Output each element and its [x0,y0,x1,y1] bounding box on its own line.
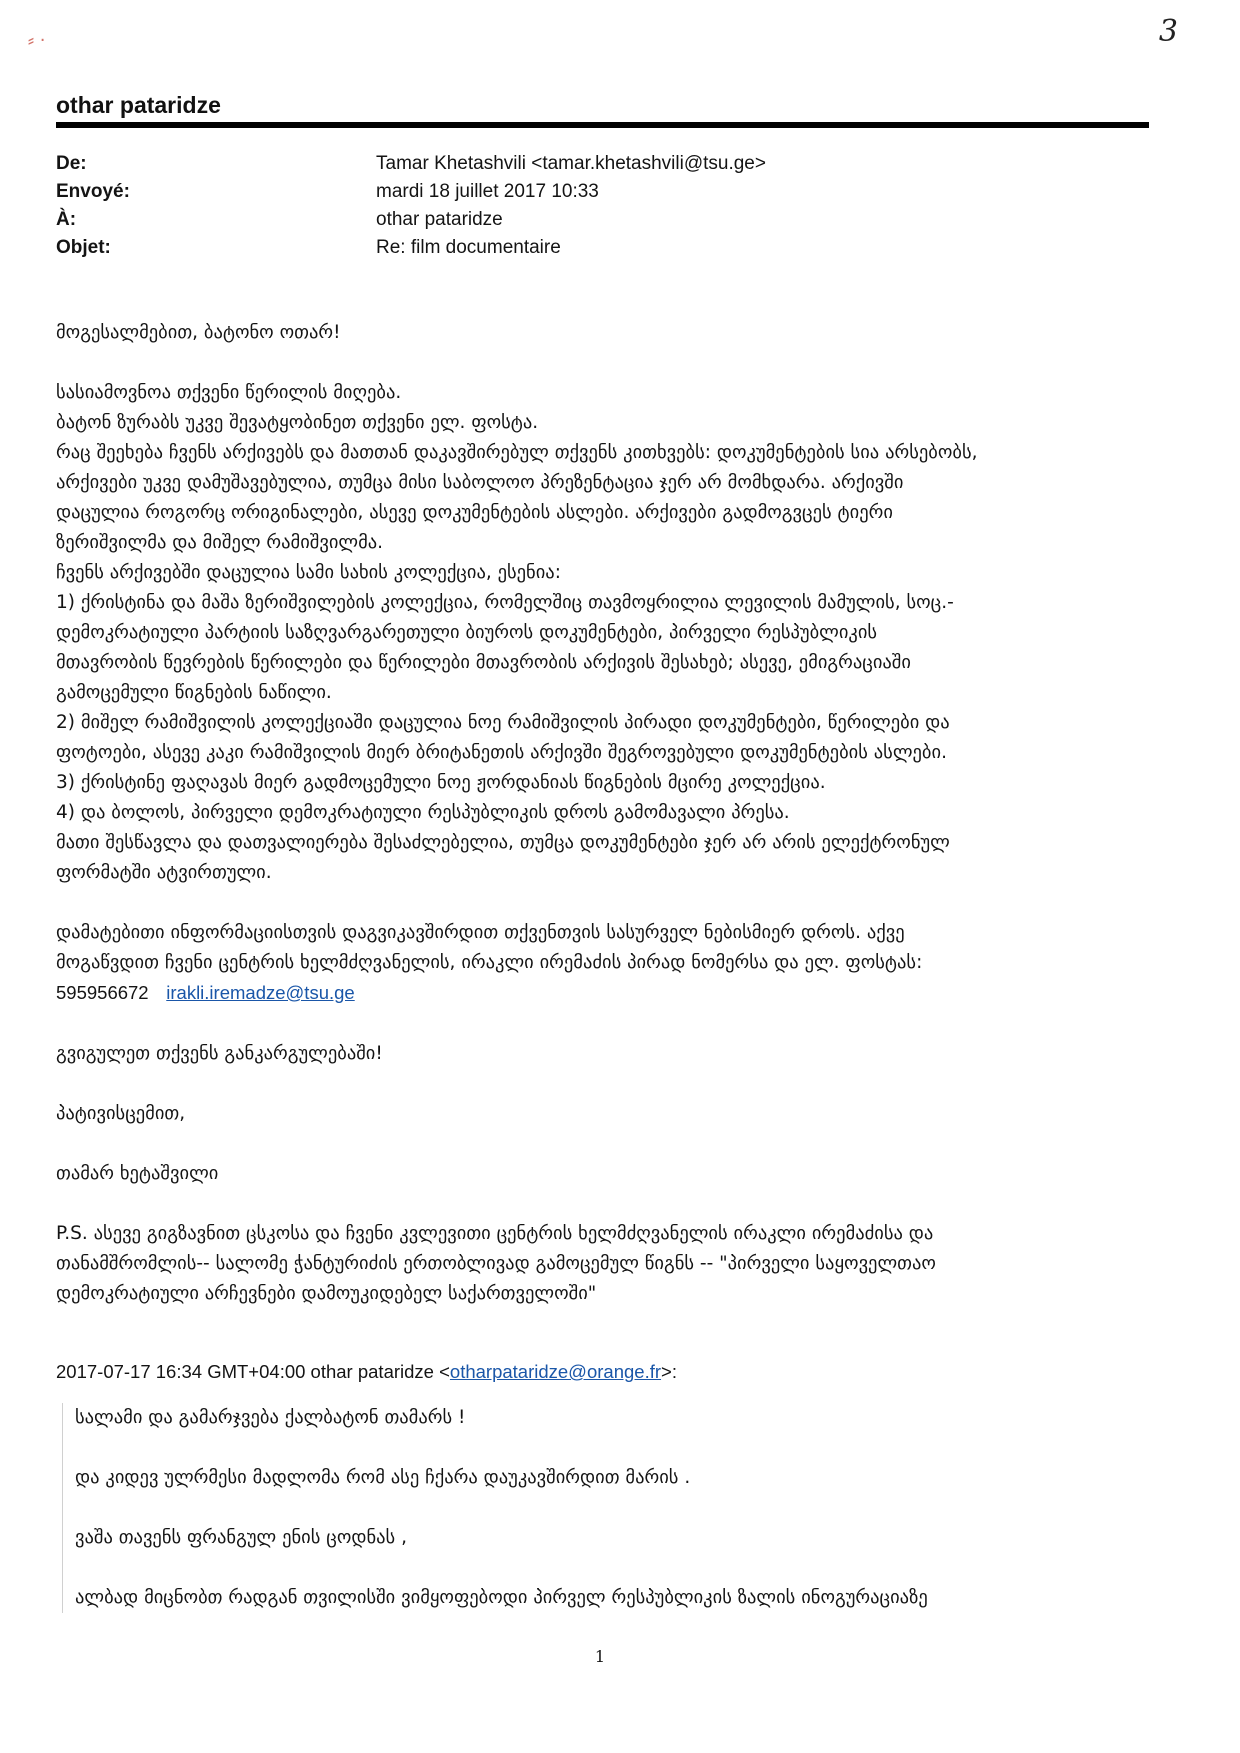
scan-mark: ⸗ · [28,30,46,51]
handwritten-page-number: 3 [1158,14,1178,49]
header-divider [56,122,1149,128]
quoted-message [62,1403,1156,1613]
body-line: გამოცემული წიგნების ნაწილი. [56,682,332,703]
body-line: დემოკრატიული პარტიის საზღვარგარეთული ბიუროს დოკუმენტები, პირველი რესპუბლიკის [56,622,878,643]
body-line: მთავრობის წევრების წერილები და წერილები მთავრობის არქივის შესახებ; ასევე, ემიგრაციაში [56,652,911,673]
body-line: 1) ქრისტინა და მაშა ზერიშვილების კოლექცია, რომელშიც თავმოყრილია ლევილის მამულის, სოც.- [56,592,954,613]
meta-label: Envoyé: [56,181,130,202]
contact-paragraph [56,918,1156,1009]
quote-header [56,1357,1156,1387]
body-line: ფორმატში ატვირთული. [56,862,272,883]
regards-line: პატივისცემით, [56,1103,186,1124]
meta-value: Tamar Khetashvili <tamar.khetashvili@tsu.ge> [376,153,766,174]
meta-label: À: [56,209,77,230]
body-line: ზერიშვილმა და მიშელ რამიშვილმა. [56,532,384,553]
postscript [56,1219,1156,1309]
quote-header-prefix: 2017-07-17 16:34 GMT+04:00 othar pataridze < [56,1361,450,1382]
body-line: არქივები უკვე დამუშავებულია, თუმცა მისი საბოლოო პრეზენტაცია ჯერ არ მომხდარა. არქივში [56,472,904,493]
body-line: 2) მიშელ რამიშვილის კოლექციაში დაცულია ნოე რამიშვილის პირადი დოკუმენტები, წერილები და [56,712,950,733]
quote-header-suffix: >: [661,1361,677,1382]
body-line: დამატებითი ინფორმაციისთვის დაგვიკავშირდით თქვენთვის სასურველ ნებისმიერ დროს. აქვე [56,922,905,943]
meta-label: De: [56,153,87,174]
body-line: დაცულია როგორც ორიგინალები, ასევე დოკუმენტების ასლები. არქივები გადმოგვცეს ტიერი [56,502,893,523]
body-line: მათი შესწავლა და დათვალიერება შესაძლებელია, თუმცა დოკუმენტები ჯერ არ არის ელექტრონულ [56,832,950,853]
signature: თამარ ხეტაშვილი [56,1163,219,1184]
quote-line: ვაშა თავენს ფრანგულ ენის ცოდნას , [75,1527,407,1548]
email-body [56,318,1156,1613]
contact-line [56,978,1156,1009]
meta-value: Re: film documentaire [376,237,561,258]
body-line: ბატონ ზურაბს უკვე შევატყობინეთ თქვენი ელ. ფოსტა. [56,412,539,433]
meta-value: othar pataridze [376,209,503,230]
body-line: სასიამოვნოა თქვენი წერილის მიღება. [56,382,402,403]
body-line: 4) და ბოლოს, პირველი დემოკრატიული რესპუბლიკის დროს გამომავალი პრესა. [56,802,790,823]
closing-line: გვიგულეთ თქვენს განკარგულებაში! [56,1043,383,1064]
body-line: 3) ქრისტინე ფაღავას მიერ გადმოცემული ნოე ჟორდანიას წიგნების მცირე კოლექცია. [56,772,826,793]
meta-value: mardi 18 juillet 2017 10:33 [376,181,599,202]
ps-line: P.S. ასევე გიგზავნით ცსკოსა და ჩვენი კვლევითი ცენტრის ხელმძღვანელის ირაკლი ირემაძისა და [56,1223,934,1244]
footer-page-number: 1 [594,1647,606,1666]
email-link[interactable]: irakli.iremadze@tsu.ge [166,982,355,1003]
phone-number: 595956672 [56,982,149,1003]
body-line: რაც შეეხება ჩვენს არქივებს და მათთან დაკავშირებულ თქვენს კითხვებს: დოკუმენტების სია არსებობს, [56,442,978,463]
quote-line: და კიდევ ულრმესი მადლომა რომ ასე ჩქარა დაუკავშირდით მარის . [75,1467,691,1488]
body-line: ჩვენს არქივებში დაცულია სამი სახის კოლექცია, ესენია: [56,562,561,583]
quote-line: ალბად მიცნობთ რადგან თვილისში ვიმყოფებოდი პირველ რესპუბლიკის ზალის ინოგურაციაზე [75,1587,928,1608]
quote-line: სალამი და გამარჯვება ქალბატონ თამარს ! [75,1407,466,1428]
body-line: მოგაწვდით ჩვენი ცენტრის ხელმძღვანელის, ირაკლი ირემაძის პირად ნომერსა და ელ. ფოსტას: [56,952,923,973]
main-paragraph [56,378,1156,888]
meta-label: Objet: [56,237,111,258]
quote-email-link[interactable]: otharpataridze@orange.fr [449,1361,662,1382]
greeting: მოგესალმებით, ბატონო ოთარ! [56,322,341,343]
ps-line: თანამშრომლის-- სალომე ჭანტურიძის ერთობლივად გამოცემულ წიგნს -- "პირველი საყოველთაო [56,1253,936,1274]
body-line: ფოტოები, ასევე კაკი რამიშვილის მიერ ბრიტანეთის არქივში შეგროვებული დოკუმენტების ასლები. [56,742,947,763]
ps-line: დემოკრატიული არჩევნები დამოუკიდებელ საქართველოში" [56,1283,597,1304]
mailbox-owner-name: othar pataridze [56,92,221,118]
